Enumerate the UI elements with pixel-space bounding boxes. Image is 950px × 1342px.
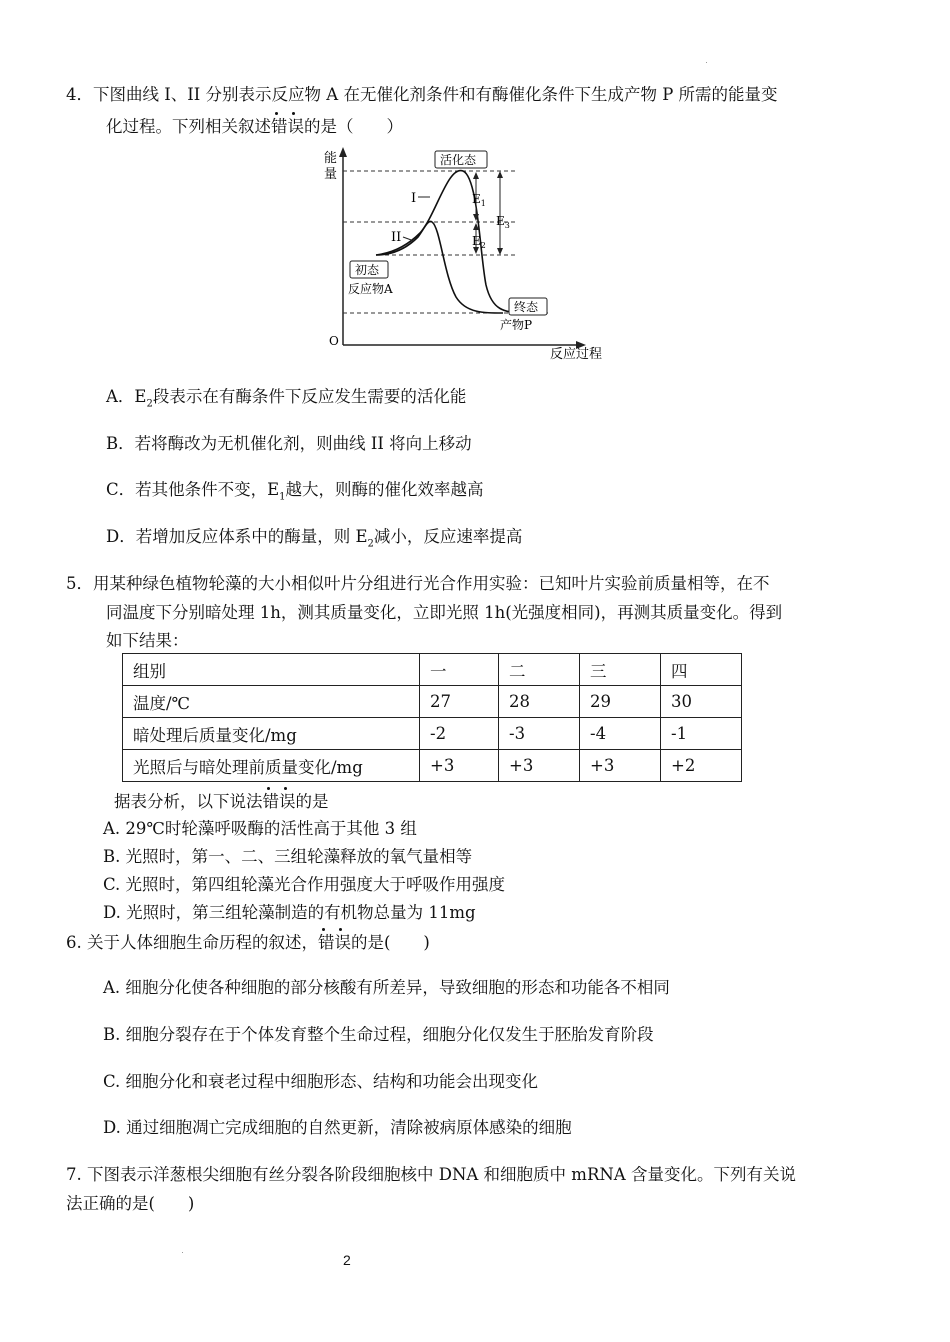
table-cell: -3 [499, 718, 580, 750]
e1-arrowhead-top [473, 172, 479, 179]
q4-option-d-post: 减小，反应速率提高 [373, 527, 523, 546]
q5-analysis-pre: 据表分析，以下说法 [114, 792, 263, 811]
q7-stem-line1: 7. 下图表示洋葱根尖细胞有丝分裂各阶段细胞核中 DNA 和细胞质中 mRNA 含量变化。下列有关说 [66, 1165, 796, 1184]
q6-stem [66, 932, 430, 954]
q4-option-c-pre: C．若其他条件不变，E [106, 480, 280, 499]
table-cell: +2 [661, 750, 742, 782]
q4-stem-line1: 4．下图曲线 I、II 分别表示反应物 A 在无催化剂条件和有酶催化条件下生成产物 P 所需的能量变 [66, 85, 778, 104]
table-cell: -1 [661, 718, 742, 750]
origin-label: O [329, 334, 339, 348]
activated-state-label: 活化态 [440, 153, 477, 167]
q7-stem-line2: 法正确的是( ) [66, 1194, 195, 1213]
e3-label: $E_3$ [496, 214, 510, 230]
page-number: 2 [343, 1252, 351, 1268]
q4-emphasis-mark: 错误 [271, 117, 304, 136]
q6-option-c: C. 细胞分化和衰老过程中细胞形态、结构和功能会出现变化 [103, 1072, 539, 1091]
table-cell: 二 [499, 654, 580, 686]
product-label: 产物P [500, 318, 533, 332]
q6-option-b: B. 细胞分裂存在于个体发育整个生命过程，细胞分化仅发生于胚胎发育阶段 [103, 1025, 654, 1044]
q6-stem-pre: 6. 关于人体细胞生命历程的叙述， [66, 933, 318, 952]
q5-analysis-post: 的是 [295, 792, 329, 811]
q5-option-a: A. 29℃时轮藻呼吸酶的活性高于其他 3 组 [103, 819, 417, 838]
energy-diagram [318, 145, 618, 365]
table-cell: -2 [420, 718, 499, 750]
q4-option-d-pre: D．若增加反应体系中的酶量，则 E [106, 527, 368, 546]
table-cell: 29 [580, 686, 661, 718]
q5-stem-line3: 如下结果： [106, 631, 189, 650]
q6-emphasis-mark: 错误 [318, 933, 351, 952]
q4-stem-post: 的是（ ） [304, 117, 403, 136]
table-row [123, 718, 742, 750]
final-state-label: 终态 [514, 300, 539, 314]
q4-option-d-sub: 2 [367, 538, 374, 550]
results-table [122, 653, 742, 782]
q4-option-d [106, 526, 522, 555]
y-axis-label-2: 量 [324, 167, 338, 182]
table-cell: 四 [661, 654, 742, 686]
y-axis-label-1: 能 [324, 151, 338, 166]
curve-1-label: I [411, 191, 417, 206]
x-axis-label: 反应过程 [550, 347, 603, 362]
q4-option-a [106, 386, 466, 415]
q4-option-c-post: 越大，则酶的催化效率越高 [285, 480, 484, 499]
q6-stem-post: 的是( ) [351, 933, 430, 952]
q6-option-a: A. 细胞分化使各种细胞的部分核酸有所差异，导致细胞的形态和功能各不相同 [103, 978, 670, 997]
y-axis-arrow [339, 147, 347, 157]
initial-state-label: 初态 [355, 263, 380, 277]
scan-speck [706, 62, 707, 63]
q5-emphasis-mark: 错误 [262, 792, 296, 811]
q4-option-c-sub: 1 [279, 491, 286, 503]
curve-2-label: II [391, 230, 402, 245]
q6-option-d: D. 通过细胞凋亡完成细胞的自然更新，清除被病原体感染的细胞 [103, 1118, 572, 1137]
reactant-label: 反应物A [348, 282, 393, 296]
q5-option-b: B. 光照时，第一、二、三组轮藻释放的氧气量相等 [103, 847, 473, 866]
table-cell: +3 [420, 750, 499, 782]
table-cell: 28 [499, 686, 580, 718]
q5-option-d: D. 光照时，第三组轮藻制造的有机物总量为 11mg [103, 903, 476, 922]
q4-option-c [106, 479, 484, 508]
table-cell: -4 [580, 718, 661, 750]
q4-stem-line2 [106, 116, 403, 138]
q5-analysis [114, 791, 329, 813]
q4-option-b: B．若将酶改为无机催化剂，则曲线 II 将向上移动 [106, 434, 472, 453]
q5-stem-line1: 5．用某种绿色植物轮藻的大小相似叶片分组进行光合作用实验：已知叶片实验前质量相等，在不 [66, 574, 770, 593]
table-cell: +3 [499, 750, 580, 782]
table-cell: 光照后与暗处理前质量变化/mg [123, 750, 420, 782]
e2-arrowhead-bottom [473, 247, 479, 254]
e1-label: $E_1$ [472, 192, 486, 208]
table-cell: 三 [580, 654, 661, 686]
table-row [123, 750, 742, 782]
table-cell: 27 [420, 686, 499, 718]
table-cell: 暗处理后质量变化/mg [123, 718, 420, 750]
e3-arrowhead-top [497, 171, 503, 178]
table-cell: 温度/℃ [123, 686, 420, 718]
e2-label: $E_2$ [472, 234, 486, 250]
table-cell: 一 [420, 654, 499, 686]
q5-option-c: C. 光照时，第四组轮藻光合作用强度大于呼吸作用强度 [103, 875, 506, 894]
q4-option-a-post: 段表示在有酶条件下反应发生需要的活化能 [152, 387, 467, 406]
table-cell: 30 [661, 686, 742, 718]
table-cell: +3 [580, 750, 661, 782]
scan-speck [182, 1252, 183, 1253]
q4-stem-pre: 化过程。下列相关叙述 [106, 117, 271, 136]
e3-arrowhead-bottom [497, 248, 503, 255]
q4-option-a-pre: A．E [106, 387, 147, 406]
table-cell: 组别 [123, 654, 420, 686]
table-row [123, 686, 742, 718]
q4-option-a-sub: 2 [146, 398, 153, 410]
q5-stem-line2: 同温度下分别暗处理 1h，测其质量变化，立即光照 1h(光强度相同)，再测其质量变化。得到 [106, 603, 783, 622]
table-header-row [123, 654, 742, 686]
